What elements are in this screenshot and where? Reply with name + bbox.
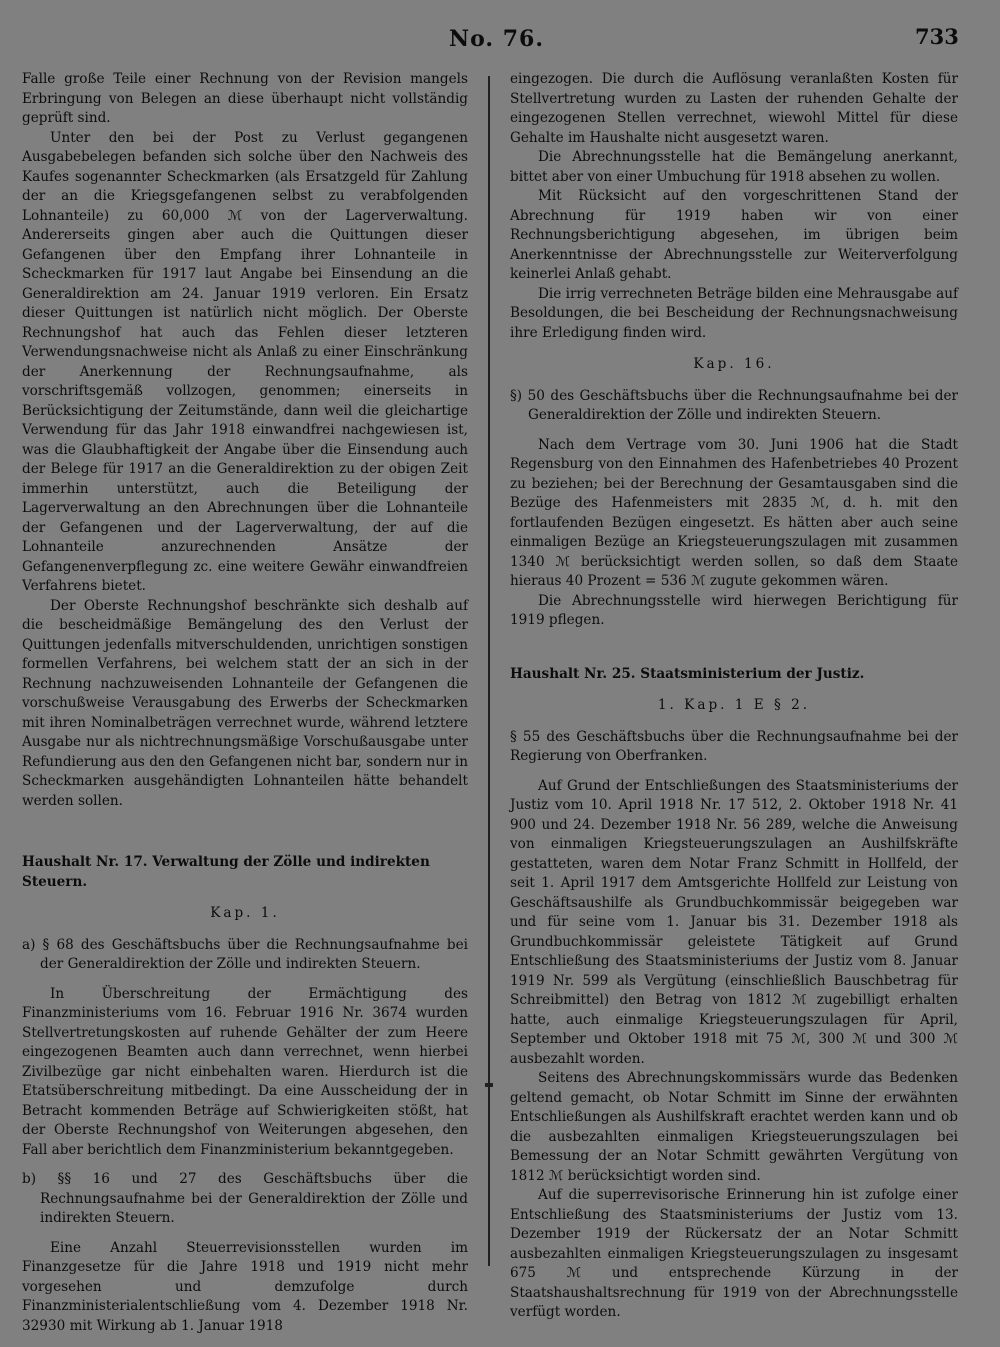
paragraph: Auf die superrevisorische Erinnerung hin ist zufolge einer Entschließung des Staatsministeriums der Justiz vom 13. Dezember 1919 der Rückersatz der an Notar Schmitt ausbezahlten einmaligen Kriegsteuerungszulagen zu insgesamt 675 ℳ und entsprechende Kürzung in der Staatshaushaltsrechnung für 1919 von der Abrechnungsstelle verfügt worden. <box>510 1187 958 1320</box>
chapter-heading: Kap. 16. <box>693 356 775 372</box>
subsection-letter: §) <box>510 387 523 404</box>
subsection-heading: § 55 des Geschäftsbuchs über die Rechnungsaufnahme bei der Regierung von Oberfranken. <box>510 728 958 764</box>
issue-number: No. 76. <box>449 26 544 52</box>
subsection-letter: a) <box>22 936 36 953</box>
subsection-heading <box>510 387 958 426</box>
spacer <box>22 1160 468 1170</box>
subsection-heading <box>22 1170 468 1229</box>
chapter-heading: Kap. 1. <box>210 905 280 921</box>
haushalt-title: Staatsministerium der Justiz. <box>640 665 865 682</box>
spacer <box>22 975 468 985</box>
paragraph: Die Abrechnungsstelle wird hierwegen Berichtigung für 1919 pflegen. <box>510 592 958 628</box>
subsection-letter: b) <box>22 1171 37 1187</box>
chapter-heading: 1. Kap. 1 E § 2. <box>657 697 811 713</box>
page-number: 733 <box>915 24 959 49</box>
haushalt-title: Verwaltung der Zölle und indirekten Steuern. <box>22 854 430 890</box>
paragraph: Auf Grund der Entschließungen des Staatsministeriums der Justiz vom 10. April 1918 Nr. 17 512, 2. Oktober 1918 Nr. 41 900 und 24. Dezember 1918 Nr. 56 289, welche die Anweisung von einmaligen Kriegsteuerungszulagen an Aushilfskräfte gestatteten, waren dem Notar Franz Schmitt in Hollfeld, der seit 1. April 1917 dem Amtsgerichte Hollfeld zur Leistung von Geschäftsaushilfe als Grundbuchkommissär beigegeben war und für seine vom 1. Januar bis 31. Dezember 1918 als Grundbuchkommissär geleistete Tätigkeit auf Grund Entschließung des Staatsministeriums der Justiz vom 8. Januar 1919 Nr. 599 als Vergütung (einschließlich Bauschbetrag für Schreibmittel) den Betrag von 1812 ℳ zugebilligt erhalten hatte, auch einmalige Kriegsteuerungszulagen für April, September und Oktober 1918 mit 75 ℳ, 300 ℳ und 300 ℳ ausbezahlt worden. <box>510 777 958 1067</box>
paragraph: Der Oberste Rechnungshof beschränkte sich deshalb auf die bescheidmäßige Bemängelung des den Verlust der Quittungen jedenfalls mitverschuldenden, unrichtigen sonstigen formellen Verfahrens, bei welchem statt der an sich in der Rechnung nachzuweisenden Lohnanteile der Gefangenen die vorschußweise Verausgabung des Erwerbs der Scheckmarken mit ihren Nominalbeträgen verrechnet wurde, während letztere Ausgabe nur als nichtrechnungsmäßige Vorschußausgabe unter Refundierung aus den den Gefangenen nicht bar, sondern nur in Scheckmarken ausgehändigten Lohnanteilen hätte behandelt werden sollen. <box>22 597 468 809</box>
paragraph: Unter den bei der Post zu Verlust gegangenen Ausgabebelegen befanden sich solche über den Nachweis des Kaufes sogenannter Scheckmarken (als Ersatzgeld für Zahlung der an die Kriegsgefangenen selbst zu verabfolgenden Lohnanteile) zu 60,000 ℳ von der Lagerverwaltung. Andererseits gingen aber auch die Quittungen dieser Gefangenen über den Empfang ihrer Lohnanteile in Scheckmarken für 1917 laut Angabe bei Einsendung an die Generaldirektion am 24. Januar 1919 verloren. Ein Ersatz dieser Quittungen ist natürlich nicht möglich. Der Oberste Rechnungshof hat auch das Fehlen dieser letzteren Verwendungsnachweise nicht als Anlaß zu einer Einschränkung der Anerkennung der Rechnungsaufnahme, als vorschriftsgemäß vollzogen, genommen; einerseits in Berücksichtigung der Zeitumstände, dann weil die gleichartige Verwendung für das Jahr 1918 einwandfrei nachgewiesen ist, was die Glaubhaftigkeit der Angabe über die Einsendung auch der Belege für 1917 an die Generaldirektion zu der obigen Zeit immerhin unterstützt, auch die Beteiligung der Lagerverwaltung an den Abrechnungen über die Lohnanteile der Gefangenen und der Lagerverwaltung, der auf die Lohnanteile anzurechnenden Ansätze der Gefangenenverpflegung zc. eine weitere Gewähr einwandfreien Verfahrens bietet. <box>22 129 468 594</box>
paragraph: Eine Anzahl Steuerrevisionsstellen wurden im Finanzgesetze für die Jahre 1918 und 1919 nicht mehr vorgesehen und demzufolge durch Finanzministerialentschließung vom 4. Dezember 1918 Nr. 32930 mit Wirkung ab 1. Januar 1918 <box>22 1239 468 1334</box>
paragraph: Nach dem Vertrage vom 30. Juni 1906 hat die Stadt Regensburg von den Einnahmen des Hafenbetriebes 40 Prozent zu beziehen; bei der Berechnung der Gesamtausgaben sind die Bezüge des Hafenmeisters mit 2835 ℳ, d. h. mit den fortlaufenden Bezügen eingesetzt. Es hätten aber auch seine einmaligen Bezüge an Kriegsteuerungszulagen mit zusammen 1340 ℳ berücksichtigt werden sollen, so daß dem Staate hieraus 40 Prozent = 536 ℳ zugute gekommen wären. <box>510 436 958 589</box>
haushalt-label: Haushalt Nr. 17. <box>22 854 148 870</box>
spacer <box>510 426 958 436</box>
paragraph: Falle große Teile einer Rechnung von der Revision mangels Erbringung von Belegen an diese überhaupt nicht vollständig geprüft sind. <box>22 71 468 126</box>
left-column <box>22 70 468 1336</box>
subsection-text: § 68 des Geschäftsbuchs über die Rechnungsaufnahme bei der Generaldirektion der Zölle und indirekten Steuern. <box>40 936 468 972</box>
right-column <box>510 70 958 1323</box>
paragraph: Die Abrechnungsstelle hat die Bemängelung anerkannt, bittet aber von einer Umbuchung für 1918 absehen zu wollen. <box>510 149 958 185</box>
subsection-text: §§ 16 und 27 des Geschäftsbuchs über die Rechnungsaufnahme bei der Generaldirektion der Zölle und indirekten Steuern. <box>40 1171 469 1226</box>
paragraph: Seitens des Abrechnungskommissärs wurde das Bedenken geltend gemacht, ob Notar Schmitt im Sinne der erwähnten Entschließungen als Aushilfskraft erachtet werden kann und ob die ausbezahlten einmaligen Kriegsteuerungszulagen bei Bemessung der an Notar Schmitt gewährten Vergütung von 1812 ℳ berücksichtigt worden sind. <box>510 1070 958 1184</box>
spacer <box>510 631 958 665</box>
section-heading <box>22 853 468 892</box>
spacer <box>22 1229 468 1239</box>
subsection-heading <box>22 936 468 975</box>
page-header <box>0 0 1000 70</box>
paragraph: In Überschreitung der Ermächtigung des Finanzministeriums vom 16. Februar 1916 Nr. 3674 wurden Stellvertretungskosten auf ruhende Gehälter der zum Heere eingezogenen Beamten auch dann verrechnet, wenn hierbei Zivilbezüge gar nicht einbehalten waren. Hierdurch ist die Etatsüberschreitung mitbedingt. Da eine Ausscheidung der in Betracht kommenden Beträge auf Schwierigkeiten stößt, hat der Oberste Rechnungshof von Weiterungen abgesehen, den Fall aber berichtlich dem Finanzministerium bekanntgegeben. <box>22 985 468 1158</box>
column-divider <box>488 76 490 1266</box>
subsection-text: 50 des Geschäftsbuchs über die Rechnungsaufnahme bei der Generaldirektion der Zölle und indirekten Steuern. <box>527 387 959 423</box>
spacer <box>510 767 958 777</box>
margin-mark <box>485 1083 493 1087</box>
paragraph: Mit Rücksicht auf den vorgeschrittenen Stand der Abrechnung für 1919 haben wir von einer Rechnungsberichtigung abgesehen, im übrigen beim Anerkenntnisse der Abrechnungsstelle zur Weiterverfolgung keinerlei Anlaß gehabt. <box>510 188 958 282</box>
spacer <box>22 811 468 853</box>
paragraph: eingezogen. Die durch die Auflösung veranlaßten Kosten für Stellvertretung wurden zu Lasten der ruhenden Gehalte der eingezogenen Stellen verrechnet, wiewohl Mittel für diese Gehalte im Haushalte nicht ausgesetzt waren. <box>510 71 958 146</box>
section-heading <box>510 665 958 685</box>
paragraph: Die irrig verrechneten Beträge bilden eine Mehrausgabe auf Besoldungen, die bei Bescheidung der Rechnungsnachweisung ihre Erledigung finden wird. <box>510 285 958 341</box>
haushalt-label: Haushalt Nr. 25. <box>510 665 636 682</box>
